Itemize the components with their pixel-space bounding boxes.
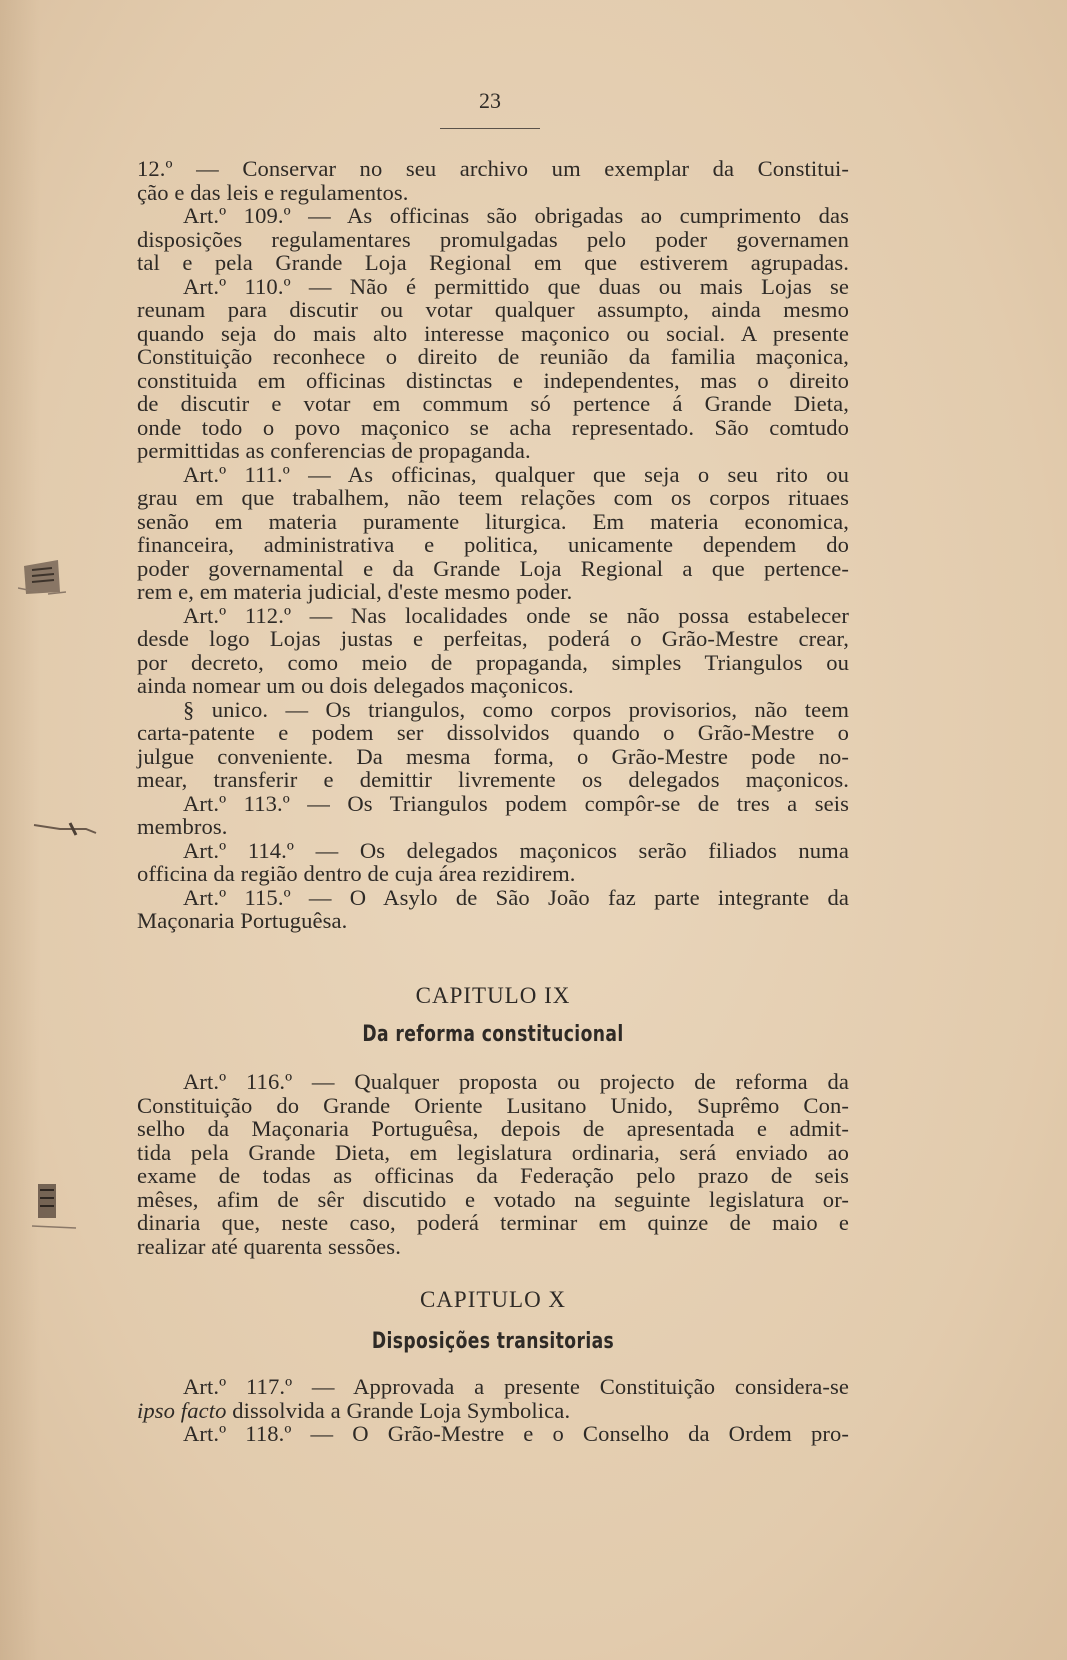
text-line: exame de todas as officinas da Federação pelo prazo de seis — [137, 1163, 849, 1188]
text-line: 12.º — Conservar no seu archivo um exemplar da Constitui- — [137, 156, 849, 181]
text-line: senão em materia puramente liturgica. Em materia economica, — [137, 508, 849, 534]
chapter-heading-ix: CAPITULO IX — [415, 983, 571, 1008]
text-line: rem e, em materia judicial, d'este mesmo poder. — [137, 579, 573, 604]
text-line: quando seja do mais alto interesse maçonico ou social. A presente — [137, 320, 849, 346]
text-line: Art.º 109.º — As officinas são obrigadas ao cumprimento das — [183, 203, 849, 228]
text-line: dinaria que, neste caso, poderá terminar em quinze de maio e — [137, 1210, 849, 1235]
text-line: mear, transferir e demittir livremente os delegados maçonicos. — [137, 767, 849, 792]
text-line: § unico. — Os triangulos, como corpos provisorios, não teem — [183, 696, 849, 722]
text-line: tal e pela Grande Loja Regional em que estiverem agrupadas. — [137, 250, 849, 275]
text-line: Art.º 118.º — O Grão-Mestre e o Conselho da Ordem pro- — [183, 1421, 849, 1446]
text-line: tida pela Grande Dieta, em legislatura ordinaria, será enviado ao — [137, 1139, 849, 1165]
italic-phrase: ipso facto — [137, 1397, 227, 1423]
text-line: Art.º 115.º — O Asylo de São João faz parte integrante da — [183, 884, 849, 910]
text-line: financeira, administrativa e politica, unicamente dependem do — [137, 532, 849, 557]
text-line: membros. — [137, 814, 228, 839]
text-line: realizar até quarenta sessões. — [137, 1233, 401, 1259]
text-line: reunam para discutir ou votar qualquer assumpto, ainda mesmo — [137, 297, 849, 322]
text-line-ipso-facto — [137, 1399, 849, 1423]
text-line: de discutir e votar em commum só pertence á Grande Dieta, — [137, 391, 849, 416]
body-text-articles-117-118 — [137, 1375, 849, 1446]
text-line: constituida em officinas distinctas e independentes, mas o direito — [137, 367, 849, 393]
page-number-rule — [440, 128, 540, 129]
text-line: Art.º 110.º — Não é permittido que duas ou mais Lojas se — [183, 273, 849, 299]
chapter-subtitle-ix: Da reforma constitucional — [362, 1022, 624, 1047]
text-line: Art.º 111.º — As officinas, qualquer que seja o seu rito ou — [183, 461, 849, 487]
text-line: Art.º 112.º — Nas localidades onde se não possa estabelecer — [183, 602, 849, 628]
text-line: poder governamental e da Grande Loja Regional a que pertence- — [137, 555, 849, 581]
chapter-heading-x: CAPITULO X — [419, 1287, 567, 1312]
body-text-article-116 — [137, 1070, 849, 1258]
binding-tab-mark — [30, 815, 100, 841]
text-line: permittidas as conferencias de propaganda. — [137, 438, 531, 463]
text-line: mêses, afim de sêr discutido e votado na seguinte legislatura or- — [137, 1186, 849, 1212]
text-line: Art.º 116.º — Qualquer proposta ou projecto de reforma da — [183, 1069, 849, 1094]
text-line: Constituição do Grande Oriente Lusitano Unido, Suprêmo Con- — [137, 1092, 849, 1118]
text-line: ainda nomear um ou dois delegados maçonicos. — [137, 673, 574, 698]
text-line: officina da região dentro de cuja área rezidirem. — [137, 861, 576, 886]
text-line: Art.º 117.º — Approvada a presente Constituição considera-se — [183, 1374, 849, 1399]
text-line: Art.º 114.º — Os delegados maçonicos serão filiados numa — [183, 837, 849, 863]
text-line: selho da Maçonaria Portuguêsa, depois de apresentada e admit- — [137, 1116, 849, 1141]
text-line: Constituição reconhece o direito de reunião da familia maçonica, — [137, 344, 849, 369]
chapter-subtitle-x: Disposições transitorias — [371, 1329, 615, 1354]
text-line: desde logo Lojas justas e perfeitas, poderá o Grão-Mestre crear, — [137, 626, 849, 651]
text-line: por decreto, como meio de propaganda, simples Triangulos ou — [137, 649, 849, 675]
text-line: julgue conveniente. Da mesma forma, o Grão-Mestre pode no- — [137, 743, 849, 769]
text-line: ção e das leis e regulamentos. — [137, 179, 409, 205]
text-line: carta-patente e podem ser dissolvidos quando o Grão-Mestre o — [137, 720, 849, 745]
body-text-articles-109-115 — [137, 157, 849, 933]
binding-tab-mark — [18, 548, 66, 600]
text-line: grau em que trabalhem, não teem relações com os corpos rituaes — [137, 485, 849, 510]
text-fragment: dissolvida a Grande Loja Symbolica. — [226, 1397, 571, 1423]
page-number: 23 — [479, 88, 501, 113]
text-line: onde todo o povo maçonico se acha representado. São comtudo — [137, 414, 849, 440]
binding-tab-mark — [28, 1170, 83, 1235]
text-line: Art.º 113.º — Os Triangulos podem compôr-se de tres a seis — [183, 790, 849, 816]
text-line: Maçonaria Portuguêsa. — [137, 908, 348, 933]
text-line: disposições regulamentares promulgadas pelo poder governamen — [137, 226, 849, 252]
